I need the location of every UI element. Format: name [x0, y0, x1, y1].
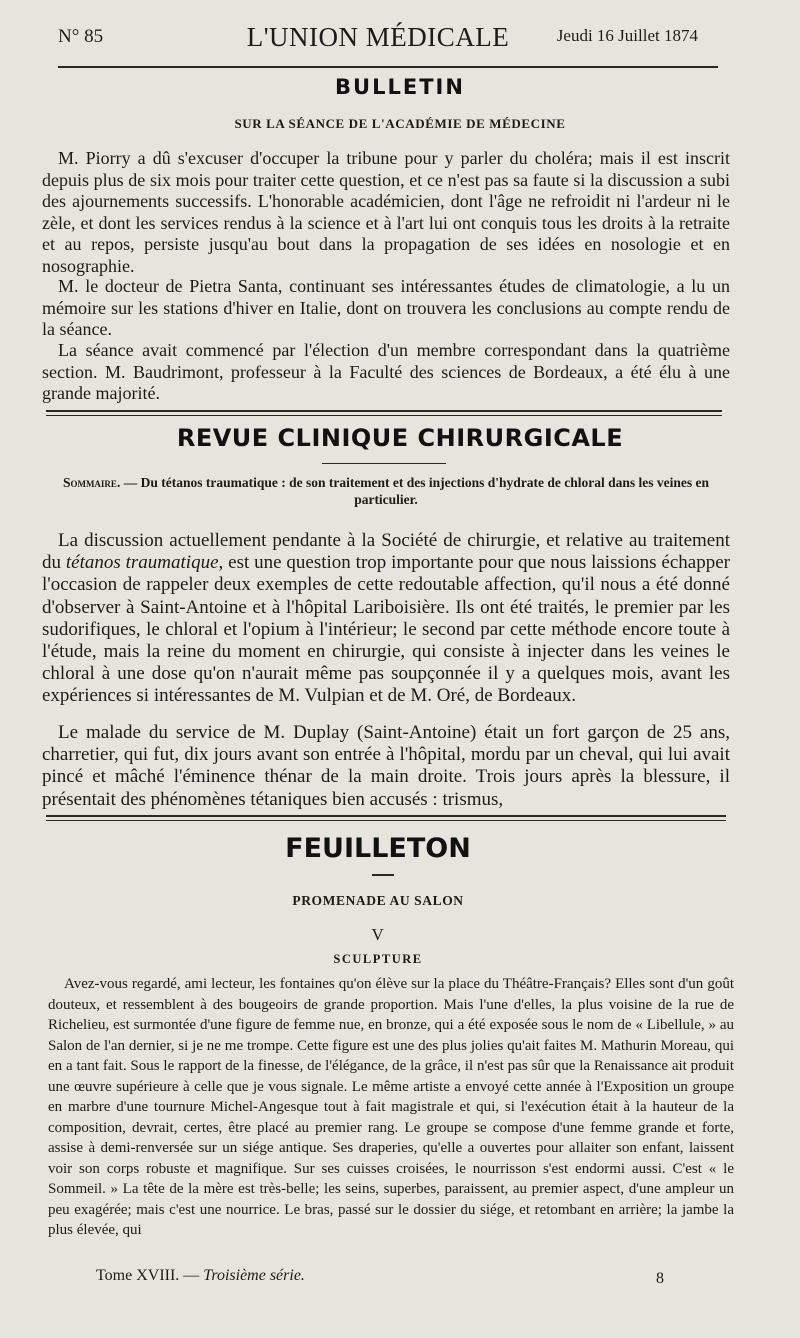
summary-text: — Du tétanos traumatique : de son traitement et des injections d'hydrate de chloral dans les veines en particulier.: [123, 475, 710, 507]
feuilleton-subtitle: PROMENADE AU SALON: [292, 893, 464, 908]
bulletin-paragraph-2: M. le docteur de Pietra Santa, continuant ses intéressantes études de climatologie, a lu un mémoire sur les stations d'hiver en Italie, dont on trouvera les conclusions au compte rendu de la séance.: [42, 276, 730, 339]
summary-label: Sommaire.: [62, 475, 121, 490]
page-number: 8: [656, 1270, 664, 1287]
revue-p1-start: La discussion actuellement pendante à la Société de chirurgie, et relative au traitement du: [42, 530, 730, 574]
bulletin-title: BULLETIN: [335, 75, 465, 99]
bulletin-subtitle: SUR LA SÉANCE DE L'ACADÉMIE DE MÉDECINE: [234, 116, 566, 131]
feuilleton-text: Avez-vous regardé, ami lecteur, les fontaines qu'on élève sur la place du Théâtre-Français? Elles sont d'un goût douteux, et ressemblent à des bougeoirs de grande proportion. Mais l'une d'elles, la plus voisine de la rue de Richelieu, est surmontée d'une figure de femme nue, en bronze, qui a été exposée sous le nom de « Libellule, » au Salon de l'an dernier, si je ne me trompe. Cette figure est une des plus jolies qu'ait faites M. Mathurin Moreau, qui en a tant fait. Sous le rapport de la finesse, de l'élégance, de la grâce, il n'est pas sûr que la Renaissance ait produit une œuvre supérieure à celle que je vous signale. Le même artiste a envoyé cette année à l'Exposition un groupe en marbre d'une tournure Michel-Angesque tout à fait magistrale et qui, si l'exécution était à la hauteur de la composition, devrait, certes, être placé au premier rang. Le groupe se compose d'une femme grande et forte, assise à demi-renversée sur un siége antique. Ses draperies, qu'elle a ouvertes pour allaiter son enfant, laissent voir son corps robuste et magnifique. Sur ses cuisses croisées, le nourrisson s'est endormi aussi. C'est « le Sommeil. » La tête de la mère est très-belle; les seins, superbes, paraissent, au premier aspect, d'une ampleur un peu exagérée; mais c'est une nourrice. Le bras, passé sur le dossier du siége, et retombant en arrière; la jambe la plus élevée, qui: [48, 976, 734, 1238]
section-rule-bottom: [46, 415, 722, 416]
issue-number: N° 85: [58, 26, 104, 47]
revue-p1-emphasis: tétanos traumatique: [65, 552, 219, 574]
revue-p1-end: , est une question trop importante pour que nous laissions échapper l'occasion de rappeler deux exemples de cette redoutable affection, qu'il nous a été donné d'observer à Saint-Antoine et à l'hôpital Lariboisière. Ils ont été traités, le premier par les sudorifiques, le chloral et l'opium à l'intérieur; le second par cette méthode encore toute à l'étude, mais la reine du moment en chirurgie, qui consiste à injecter dans les veines le chloral à une dose qu'on n'aurait même pas soupçonnée il y a quelques mois, avant les expériences si intéressantes de M. Vulpian et de M. Oré, de Bordeaux.: [42, 552, 730, 707]
revue-title-rule: [322, 463, 446, 464]
page-header: [58, 20, 698, 58]
feuilleton-section: SCULPTURE: [333, 952, 423, 966]
bulletin-paragraph-3: La séance avait commencé par l'élection d'un membre correspondant dans la quatrième section. M. Baudrimont, professeur à la Faculté des sciences de Bordeaux, a été élu à une grande majorité.: [42, 340, 730, 403]
header-rule: [58, 66, 718, 68]
revue-paragraph-1: [42, 530, 730, 708]
revue-summary: [42, 474, 730, 508]
feuilleton-title: FEUILLETON: [285, 833, 471, 864]
series-label: Troisième série.: [203, 1267, 305, 1284]
revue-paragraph-2: Le malade du service de M. Duplay (Saint-Antoine) était un fort garçon de 25 ans, charretier, qui fut, dix jours avant son entrée à l'hôpital, mordu par un cheval, qui lui avait pincé et mâché l'éminence thénar de la main droite. Trois jours après la blessure, il présentait des phénomènes tétaniques bien accusés : trismus,: [42, 722, 730, 810]
journal-title: L'UNION MÉDICALE: [246, 22, 510, 52]
bulletin-paragraph-1: M. Piorry a dû s'excuser d'occuper la tribune pour y parler du choléra; mais il est inscrit depuis plus de six mois pour traiter cette question, et ce n'est pas sa faute si la discussion a subi des ajournements successifs. L'honorable académicien, dont l'âge ne refroidit ni l'ardeur ni le zèle, et dont les services rendus à la science et à l'art lui ont conquis tous les droits à la retraite et au repos, persiste jusqu'au bout dans la propagation de ses idées en nosologie et en nosographie.: [42, 148, 730, 276]
feuilleton-rule-top: [46, 815, 726, 817]
volume-label: Tome XVIII. —: [96, 1267, 204, 1284]
feuilleton-title-rule: [372, 874, 394, 876]
issue-date: Jeudi 16 Juillet 1874: [556, 26, 698, 45]
feuilleton-numeral: V: [371, 925, 385, 944]
footer-volume: [96, 1267, 305, 1285]
feuilleton-rule-bottom: [46, 820, 726, 821]
section-rule-top: [46, 410, 722, 412]
revue-title: REVUE CLINIQUE CHIRURGICALE: [176, 424, 624, 452]
